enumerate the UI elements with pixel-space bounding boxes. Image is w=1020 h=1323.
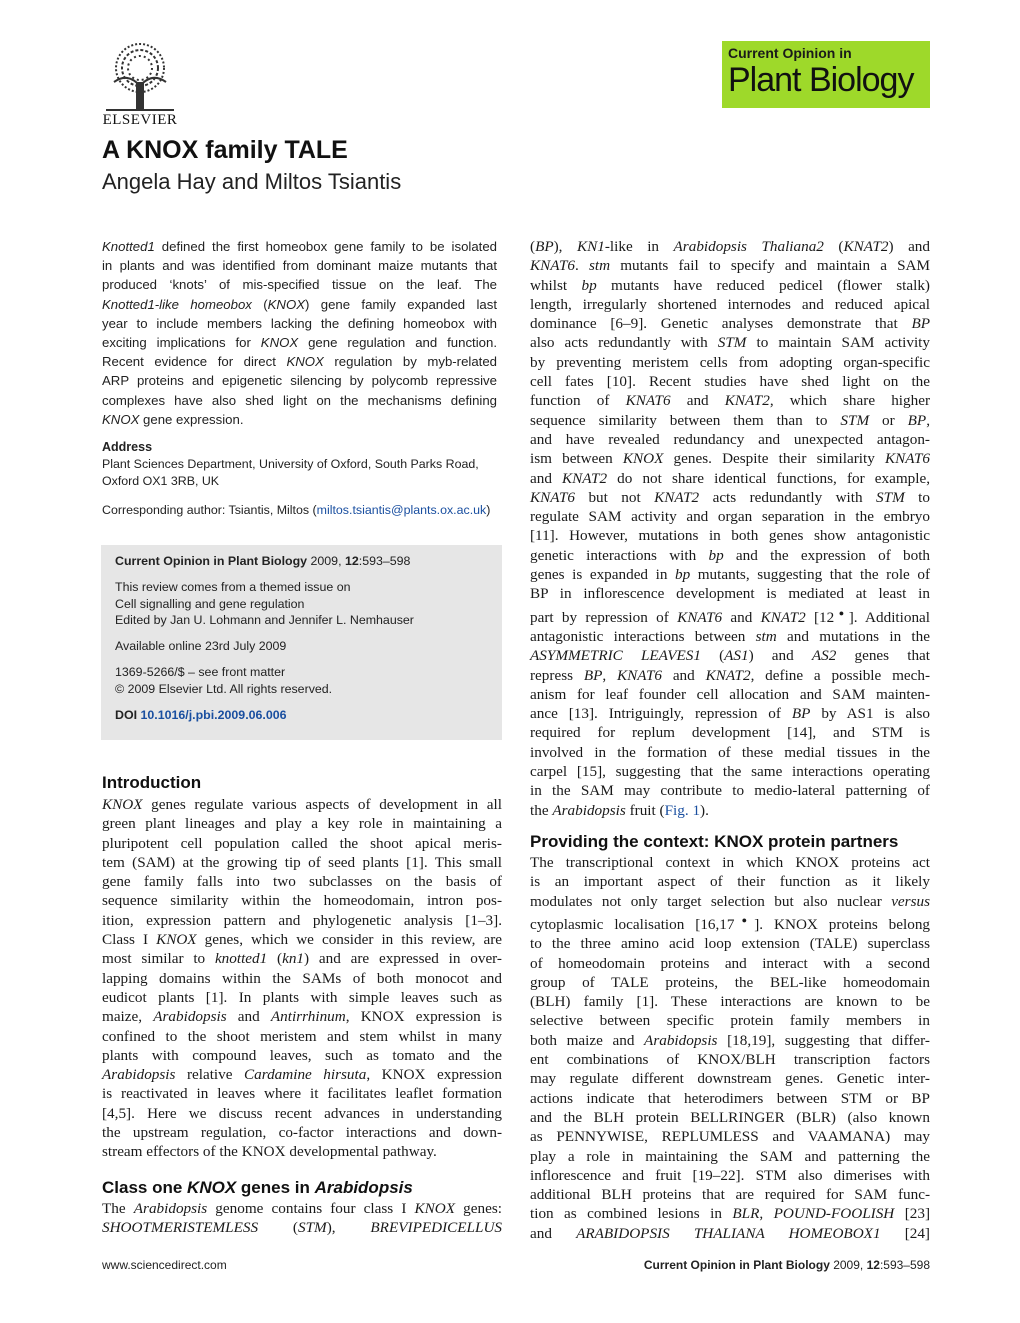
protein-partners-body: The transcriptional context in which KNOX proteins act is an important aspect of their function as it likely modulates not only target selection but also nuclear versus cytoplasmic localisation [16,17●]. KNOX proteins belong to the three amino acid loop extension (TALE) superclass of homeodomain proteins and interact with a second group of TALE proteins, the BEL-like homeodomain (BLH) family [1]. These interactions are known to be selective between specific protein family members in both maize and Arabidopsis [18,19], suggesting that differ- ent combinations of KNOX/BLH transcription factors may regulate different downstream genes. Genetic inter- actions indicate that heterodimers between STM or BP and the BLH protein BELLRINGER (BLR) (also known as PENNYWISE, REPLUMLESS and VAAMANA) may play a role in maintaining the SAM and patterning the inflorescence and fruit [19–22]. STM also dimerises with additional BLH proteins that are required for SAM func- tion as combined lesions in BLR, POUND-FOOLISH [23] and ARABIDOPSIS THALIANA HOMEOBOX1 [24] xyxy=(530,854,931,1242)
publisher-name: ELSEVIER xyxy=(102,112,178,128)
email-link[interactable]: miltos.tsiantis@plants.ox.ac.uk xyxy=(316,503,487,517)
abstract-line: Knotted1-like homeobox (KNOX) gene family expanded last xyxy=(102,296,497,312)
footer-website[interactable]: www.sciencedirect.com xyxy=(102,1258,227,1272)
right-column-body: (BP), KN1-like in Arabidopsis Thaliana2 (KNAT2) and KNAT6. stm mutants fail to specify and maintain a SAM whilst bp mutants have reduced pedicel (flower stalk) length, irregularly shortened internodes and reduced apical dominance [6–9]. Genetic analyses demonstrate that BP also acts redundantly with STM to maintain SAM activity by preventing meristem cells from adopting organ-specific cell fates [10]. Recent studies have shed light on the function of KNAT6 and KNAT2, which share higher sequence similarity between them than to STM or BP, and have revealed redundancy and unexpected antagon- ism between KNOX genes. Despite their similarity KNAT6 and KNAT2 do not share identical functions, for example, KNAT6 but not KNAT2 acts redundantly with STM to regulate SAM activity and organ separation in the embryo [11]. However, mutations in both genes show antagonistic genetic interactions with bp and the expression of both genes is expanded in bp mutants, suggesting that the role of BP in inflorescence development is mediated at least in part by repression of KNAT6 and KNAT2 [12●]. Additional antagonistic interactions between stm and mutations in the ASYMMETRIC LEAVES1 (AS1) and AS2 genes that repress BP, KNAT6 and KNAT2, define a possible mech- anism for leaf founder cell allocation and SAM mainten- ance [13]. Intriguingly, repression of BP by AS1 is also required for replum development [14], and STM is involved in the formation of these medial tissues in the carpel [15], suggesting that the same interactions operating in the SAM may contribute to medio-lateral patterning of the Arabidopsis fruit (Fig. 1). xyxy=(530,238,931,819)
issn-line: 1369-5266/$ – see front matter xyxy=(115,665,286,680)
theme-line: Cell signalling and gene regulation xyxy=(115,596,305,611)
doi-line: DOI 10.1016/j.pbi.2009.06.006 xyxy=(115,708,287,723)
introduction-body: KNOX genes regulate various aspects of development in all green plant lineages and play a key role in maintaining a pluripotent cell population called the shoot apical meris- tem (SAM) at the growing tip of seed plants [1]. This small gene family falls into two subclasses on the basis of sequence similarity within the homeodomain, intron pos- ition, expression pattern and phylogenetic analysis [1–3]. Class I KNOX genes, which we consider in this review, are most similar to knotted1 (kn1) and are expressed in over- lapping domains within the SAMs of both monocot and eudicot plants [1]. In plants with simple leaves such as maize, Arabidopsis and Antirrhinum, KNOX expression is confined to the shoot meristem and stem whilst in many plants with compound leaves, such as tomato and the Arabidopsis relative Cardamine hirsuta, KNOX expression is reactivated in leaves where it facilitates leaflet formation [4,5]. Here we discuss recent advances in understanding the upstream regulation, co-factor interactions and down- stream effectors of the KNOX developmental pathway. xyxy=(102,796,502,1161)
address-heading: Address xyxy=(102,440,153,454)
theme-line: This review comes from a themed issue on xyxy=(115,580,351,595)
abstract-line: Knotted1 defined the first homeobox gene family to be isolated xyxy=(102,239,497,254)
elsevier-logo xyxy=(100,42,180,132)
class-one-body: The Arabidopsis genome contains four class I KNOX genes: SHOOTMERISTEMLESS (STM), BREVIPEDICELLUS xyxy=(102,1200,503,1237)
footer-citation: Current Opinion in Plant Biology 2009, 12:593–598 xyxy=(643,1258,930,1272)
abstract-line: in plants and was identified from dominant maize mutants that xyxy=(102,258,497,274)
abstract-line: year to include members lacking the defining homeobox with xyxy=(102,315,497,331)
abstract-line: produced ‘knots’ of mis-specified tissue on the leaf. The xyxy=(102,277,497,293)
article-title: A KNOX family TALE xyxy=(102,136,348,164)
section-heading-protein-partners: Providing the context: KNOX protein partners xyxy=(530,832,899,851)
article-authors: Angela Hay and Miltos Tsiantis xyxy=(102,169,402,194)
copyright-line: © 2009 Elsevier Ltd. All rights reserved. xyxy=(115,681,333,696)
abstract xyxy=(102,237,497,429)
journal-badge xyxy=(722,41,930,108)
address-line: Plant Sciences Department, University of Oxford, South Parks Road, xyxy=(102,457,479,471)
abstract-line: complexes have also shed light on the mechanisms defining xyxy=(102,392,497,408)
address-text xyxy=(102,456,502,489)
citation-line: Current Opinion in Plant Biology 2009, 12:593–598 xyxy=(115,554,411,568)
elsevier-tree-icon xyxy=(100,42,180,112)
journal-badge-line1: Current Opinion in xyxy=(728,45,852,61)
abstract-line: ARP proteins and epigenetic silencing by polycomb repressive xyxy=(102,373,497,389)
abstract-line: Recent evidence for direct KNOX regulation by myb-related xyxy=(102,354,498,370)
abstract-line: KNOX gene expression. xyxy=(102,411,244,427)
editors-line: Edited by Jan U. Lohmann and Jennifer L. Nemhauser xyxy=(115,612,414,627)
address-line: Oxford OX1 3RB, UK xyxy=(102,473,220,488)
abstract-line: exciting implications for KNOX gene regulation and function. xyxy=(102,335,497,351)
journal-badge-line2: Plant Biology xyxy=(728,61,914,99)
corresponding-author: Corresponding author: Tsiantis, Miltos (miltos.tsiantis@plants.ox.ac.uk) xyxy=(102,503,491,517)
section-heading-introduction: Introduction xyxy=(102,773,202,792)
available-online: Available online 23rd July 2009 xyxy=(115,639,287,654)
section-heading-class-one: Class one KNOX genes in Arabidopsis xyxy=(102,1178,413,1197)
article-info-box xyxy=(101,545,502,740)
doi-link[interactable]: 10.1016/j.pbi.2009.06.006 xyxy=(140,708,287,723)
